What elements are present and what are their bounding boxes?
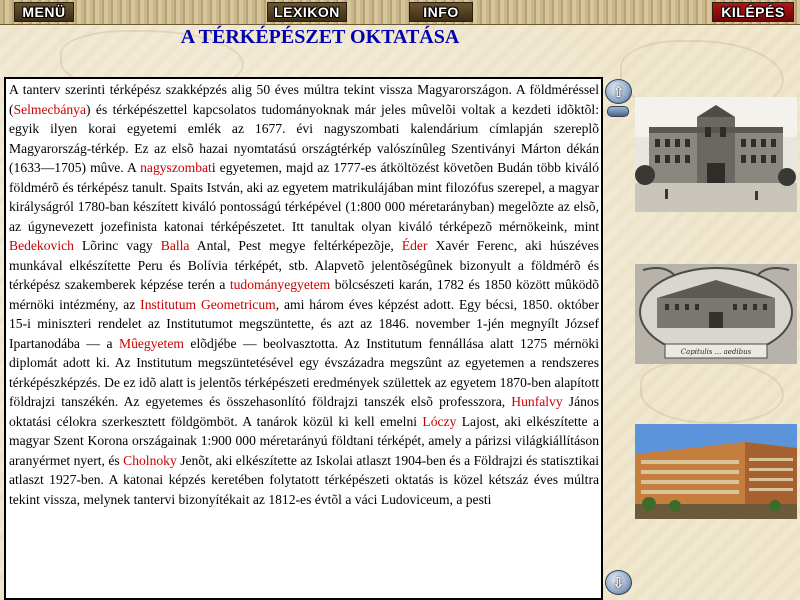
article-text-box[interactable] xyxy=(4,77,603,600)
link-tudomanyegyetem[interactable]: tudományegyetem xyxy=(229,277,331,292)
article-text-segment: A tanterv szerinti térképész szakképzés alig 50 éves múltra tekint vissza Magyarországon. A földméréssel ( xyxy=(9,82,599,117)
link-nagyszombat[interactable]: nagyszombat xyxy=(140,160,212,175)
article-text-segment: Lõrinc vagy xyxy=(73,238,161,253)
engraving-caption: Capitulis ... aedibus xyxy=(680,348,752,356)
article-text-segment: Jenõt, aki elkészítette az Iskolai atlaszt 1904-ben és a Földrajzi és statisztikai atlaszt 1927-ben. A katonai képzés keretében folytatott térképészeti oktatás is közel kétszáz éves múltra tekint vissza, melynek tantervi bizonyítékait az 1812-es évtõl a váci Ludoviceum, a pesti xyxy=(9,452,599,507)
scroll-down-button[interactable]: ⇩ xyxy=(605,570,632,595)
info-button[interactable]: INFO xyxy=(409,2,473,22)
scroll-thumb[interactable] xyxy=(607,106,629,117)
article-body xyxy=(6,79,601,509)
article-text-segment: i egyetemen, majd az 1777-es átköltözést követõen Budán több kiváló földmérõ és térképész tanult. Spaits István, aki az egyetem matrikulájában mint filozófus szerepel, a magyar királyságról 1780-ban készített kiváló pontosságú térképével (1:800 000 méretarányban) megelõzte az elsõ, az úgynevezett jozefinista katonai térképészetet. Itt tanultak olyan kiváló térképezõ mérnökeink, mint xyxy=(9,160,600,234)
article-text-segment: János oktatási célokra szerkesztett földgömböt. A tanárok közül ki kell emelni xyxy=(9,394,599,429)
link-hunfalvy[interactable]: Hunfalvy xyxy=(511,394,563,409)
article-text-segment: , ami három éves képzést adott. Egy bécsi, 1850. október 15-i miniszteri rendelet az Institutumot megszüntette, és azt az 1846. november 1-jén megnyílt József Ipartanodába — a xyxy=(9,296,599,351)
link-cholnoky[interactable]: Cholnoky xyxy=(123,452,177,468)
article-text-segment: Xavér Ferenc, aki húszéves munkával elkészítette Peru és Bolívia térképét, stb. Alapvetõ jelentõségûnek bizonyult a földmérõ és térképész szakemberek képzése terén a xyxy=(9,238,599,292)
map-decoration xyxy=(640,360,784,424)
scroll-up-button[interactable]: ⇧ xyxy=(605,79,632,104)
top-nav-bar xyxy=(0,0,800,25)
link-balla[interactable]: Balla xyxy=(160,238,190,253)
article-text-segment: bölcsészeti karán, 1782 és 1850 között mûködõ mérnöki intézmény, az xyxy=(9,277,600,312)
article-text-segment: Lajost, aki elkészítette a magyar Szent Korona országainak 1:900 000 méretarányú földtani térképét, amely a párizsi világkiállításon aranyérmet nyert, és xyxy=(9,413,599,468)
historic-engraving-photo xyxy=(635,264,797,364)
link-institutum-geometricum[interactable]: Institutum Geometricum xyxy=(140,296,276,312)
link-loczy[interactable]: Lóczy xyxy=(422,413,457,429)
article-text-segment: elõdjébe — beolvasztotta. Az Institutum fennállása alatt 1275 mérnöki diplomát adott ki. Az Institutum megszüntetésével egy évszázadra megszûnt az egyetemen a rendszeres térképészképzés. De ez idõ alatt is jelentõs térképészeti eredmények születtek az egyetem 1870-ben alapított földrajzi tanszékén. Az egyetemes és összehasonlító földrajzi tanszék elsõ professzora, xyxy=(9,335,599,409)
link-bedekovich[interactable]: Bedekovich xyxy=(9,238,74,253)
link-muegyetem[interactable]: Mûegyetem xyxy=(119,335,184,351)
exit-button[interactable]: KILÉPÉS xyxy=(712,2,794,22)
article-text-segment: ) és térképészettel kapcsolatos tudományoknak már jeles mûvelõi voltak a kezdeti idõktõl: egyik ilyen korai egyetemi emlék az 1677. évi nagyszombati kalendárium címlapján szereplõ Magyarország-térkép. Ez az elsõ hazai nyomtatású országtérkép valószínûleg Szentiványi Márton dékán (1633—1705) mûve. A xyxy=(9,101,599,175)
university-building-photo xyxy=(635,97,797,212)
article-text-segment: Antal, Pest megye feltérképezõje, xyxy=(189,238,402,253)
link-eder[interactable]: Éder xyxy=(401,238,428,253)
lexicon-button[interactable]: LEXIKON xyxy=(267,2,347,22)
menu-button[interactable]: MENÜ xyxy=(14,2,74,22)
link-selmecbanya[interactable]: Selmecbánya xyxy=(13,101,87,117)
modern-building-photo xyxy=(635,424,797,519)
page-title: A TÉRKÉPÉSZET OKTATÁSA xyxy=(180,26,460,48)
